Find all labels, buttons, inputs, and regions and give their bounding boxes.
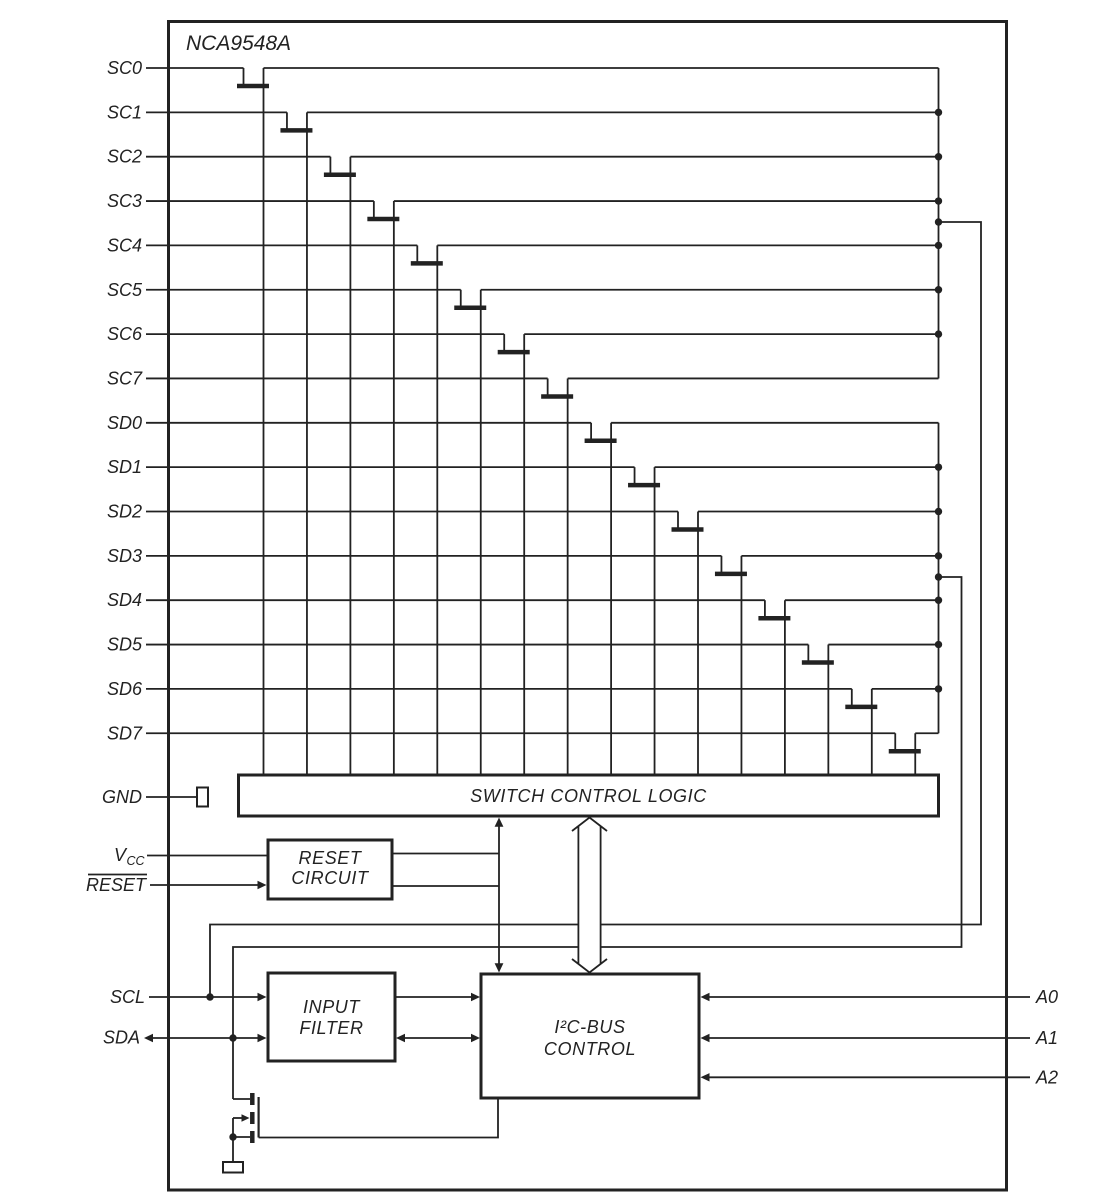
pin-label-scl: SCL <box>109 987 145 1007</box>
transistor-gate-wire <box>259 1099 498 1138</box>
pin-label-reset: RESET <box>85 875 146 895</box>
pin-label-sd3: SD3 <box>106 545 142 566</box>
substrate-pad-symbol <box>223 1162 243 1173</box>
reset-to-i2c-arrowhead <box>495 963 504 972</box>
pin-label-sc1: SC1 <box>106 102 142 123</box>
sda-pulldown-transistor <box>223 1093 498 1173</box>
pin-label-sc6: SC6 <box>106 324 142 345</box>
pin-label-a0: A0 <box>1036 987 1059 1007</box>
sda-junction-dot <box>229 1034 236 1041</box>
transistor-body-arrowhead <box>242 1114 250 1122</box>
switch-control-logic-label: SWITCH CONTROL LOGIC <box>470 786 707 806</box>
channel-rows <box>107 58 942 776</box>
pin-label-sd4: SD4 <box>106 590 142 611</box>
input-filter-label-2: FILTER <box>299 1018 364 1038</box>
address-pins <box>701 987 1059 1087</box>
pin-label-sd7: SD7 <box>106 723 142 744</box>
pin-label-sc0: SC0 <box>106 58 142 78</box>
pin-label-gnd: GND <box>102 787 142 807</box>
pin-label-vcc-subscript: CC <box>126 854 145 868</box>
pin-label-sd6: SD6 <box>106 678 142 699</box>
pin-label-sd0: SD0 <box>106 412 142 433</box>
pin-label-sc4: SC4 <box>106 235 142 256</box>
a2-arrowhead <box>701 1073 710 1081</box>
input-filter-label-1: INPUT <box>303 997 360 1017</box>
pin-label-sc2: SC2 <box>106 146 142 167</box>
reset-arrowhead <box>258 881 267 889</box>
filter-to-i2c-arrowhead <box>471 1034 480 1042</box>
control-bus-double-arrow <box>572 818 607 973</box>
pin-label-a1: A1 <box>1036 1028 1059 1048</box>
reset-to-switch-logic-arrowhead <box>495 818 504 827</box>
pin-label-a2: A2 <box>1036 1067 1059 1088</box>
sda-to-filter-arrowhead <box>258 1034 267 1042</box>
source-body-junction-dot <box>229 1133 236 1140</box>
pin-label-sc7: SC7 <box>106 368 142 389</box>
pin-label-sc3: SC3 <box>106 191 142 212</box>
pin-label-sc5: SC5 <box>106 279 142 300</box>
i2c-to-filter-arrowhead <box>396 1034 405 1042</box>
gnd-pad-symbol <box>197 788 208 807</box>
pin-label-sda: SDA <box>102 1027 140 1048</box>
pin-label-sd5: SD5 <box>106 634 142 655</box>
reset-circuit-label-2: CIRCUIT <box>291 868 369 888</box>
sda-out-arrowhead <box>144 1034 153 1042</box>
scl-to-filter-arrowhead <box>258 993 267 1001</box>
scl-junction-dot <box>206 993 213 1000</box>
i2c-bus-control-label-1: I²C-BUS <box>554 1017 626 1037</box>
pin-label-sd1: SD1 <box>106 457 142 478</box>
scl-bus-tap-dot <box>935 218 942 225</box>
a1-arrowhead <box>701 1034 710 1042</box>
pin-label-sd2: SD2 <box>106 501 142 522</box>
a0-arrowhead <box>701 993 710 1001</box>
filter-i2c-scl-arrowhead <box>471 993 480 1001</box>
pin-label-vcc: V <box>113 845 126 865</box>
reset-circuit-label-1: RESET <box>298 848 362 868</box>
sda-bus-tap-dot <box>935 573 942 580</box>
i2c-bus-control-label-2: CONTROL <box>543 1039 637 1059</box>
chip-title: NCA9548A <box>186 32 292 55</box>
input-filter-box <box>268 973 395 1061</box>
